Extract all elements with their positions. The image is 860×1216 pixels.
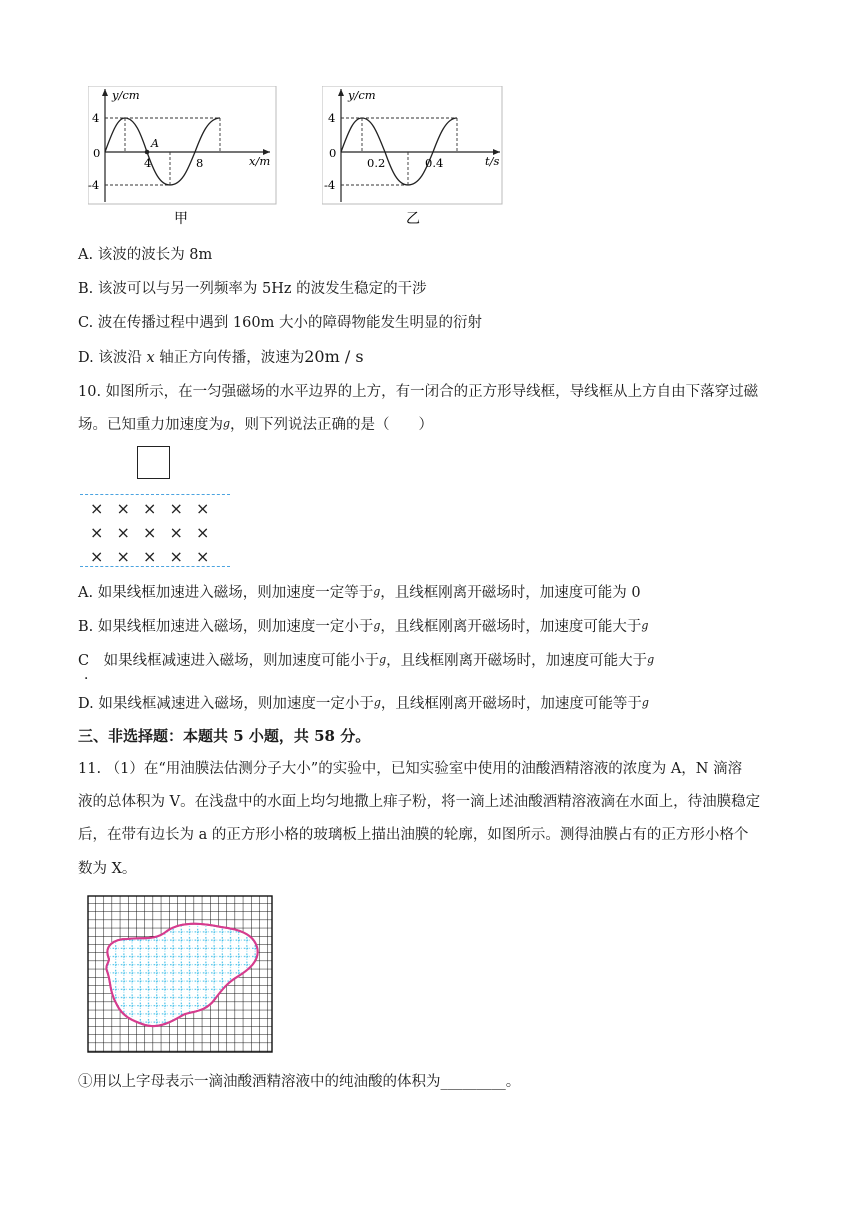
jia-x-tick-4: 4 — [144, 156, 152, 170]
q9-option-d: D. 该波沿 x 轴正方向传播，波速为20m / s — [78, 347, 364, 366]
q10-option-d: D. 如果线框减速进入磁场，则加速度一定小于g，且线框刚离开磁场时，加速度可能等于g — [78, 696, 649, 712]
jia-x-axis-label: x/m — [249, 154, 271, 168]
magnetic-field-marks — [90, 497, 230, 569]
q11-stem-line2: 液的总体积为 V。在浅盘中的水面上均匀地撒上痱子粉，将一滴上述油酸酒精溶液滴在水面上，待油膜稳定 — [78, 794, 761, 810]
yi-caption: 乙 — [406, 211, 420, 227]
field-row: × × × × × — [90, 523, 214, 542]
yi-x-tick-02: 0.2 — [367, 156, 386, 170]
figure-jia — [88, 86, 278, 228]
yi-y-tick-0: 0 — [329, 146, 337, 160]
q10-option-b: B. 如果线框加速进入磁场，则加速度一定小于g，且线框刚离开磁场时，加速度可能大于g — [78, 619, 649, 635]
jia-y-axis-label: y/cm — [112, 88, 140, 102]
q10-stem-line1: 10. 如图所示，在一匀强磁场的水平边界的上方，有一闭合的正方形导线框，导线框从上方自由下落穿过磁 — [78, 384, 759, 400]
field-lower-boundary — [80, 566, 230, 567]
jia-y-tick-0: 0 — [93, 146, 101, 160]
section-heading: 三、非选择题：本题共 5 小题，共 58 分。 — [78, 727, 371, 745]
q9-option-a: A. 该波的波长为 8m — [78, 247, 213, 263]
q9-option-b: B. 该波可以与另一列频率为 5Hz 的波发生稳定的干涉 — [78, 281, 427, 297]
yi-y-tick-neg4: -4 — [324, 178, 336, 192]
q11-stem-line1: 11. （1）在“用油膜法估测分子大小”的实验中，已知实验室中使用的油酸酒精溶液的浓度为 A，N 滴溶 — [78, 761, 743, 777]
jia-y-tick-4: 4 — [92, 111, 100, 125]
jia-y-tick-neg4: -4 — [88, 178, 100, 192]
q10-option-a: A. 如果线框加速进入磁场，则加速度一定等于g，且线框刚离开磁场时，加速度可能为 0 — [78, 585, 641, 601]
oil-film-grid-figure — [87, 895, 275, 1055]
wire-frame-square — [137, 446, 170, 479]
field-row: × × × × × — [90, 547, 214, 566]
q11-sub-question-1: ①用以上字母表示一滴油酸酒精溶液中的纯油酸的体积为_________。 — [78, 1074, 521, 1090]
yi-x-tick-04: 0.4 — [425, 156, 444, 170]
q11-stem-line3: 后，在带有边长为 a 的正方形小格的玻璃板上描出油膜的轮廓，如图所示。测得油膜占有的正方形小格个 — [78, 827, 749, 843]
q10-stem-line2: 场。已知重力加速度为g，则下列说法正确的是（ ） — [78, 417, 434, 433]
yi-y-tick-4: 4 — [328, 111, 336, 125]
q9-option-c: C. 波在传播过程中遇到 160m 大小的障碍物能发生明显的衍射 — [78, 315, 482, 331]
q10-option-c: C 如果线框减速进入磁场，则加速度可能小于g，且线框刚离开磁场时，加速度可能大于g — [78, 653, 655, 669]
jia-x-tick-8: 8 — [196, 156, 204, 170]
wave-speed: 20m / s — [304, 347, 364, 366]
q11-stem-line4: 数为 X。 — [78, 861, 137, 877]
jia-caption: 甲 — [174, 211, 188, 227]
yi-x-axis-label: t/s — [485, 154, 500, 168]
figure-yi — [322, 86, 512, 228]
field-row: × × × × × — [90, 499, 214, 518]
q10-option-c-dot: ． — [84, 667, 98, 683]
field-upper-boundary — [80, 494, 230, 495]
jia-point-label: A — [151, 137, 159, 150]
yi-y-axis-label: y/cm — [348, 88, 376, 102]
